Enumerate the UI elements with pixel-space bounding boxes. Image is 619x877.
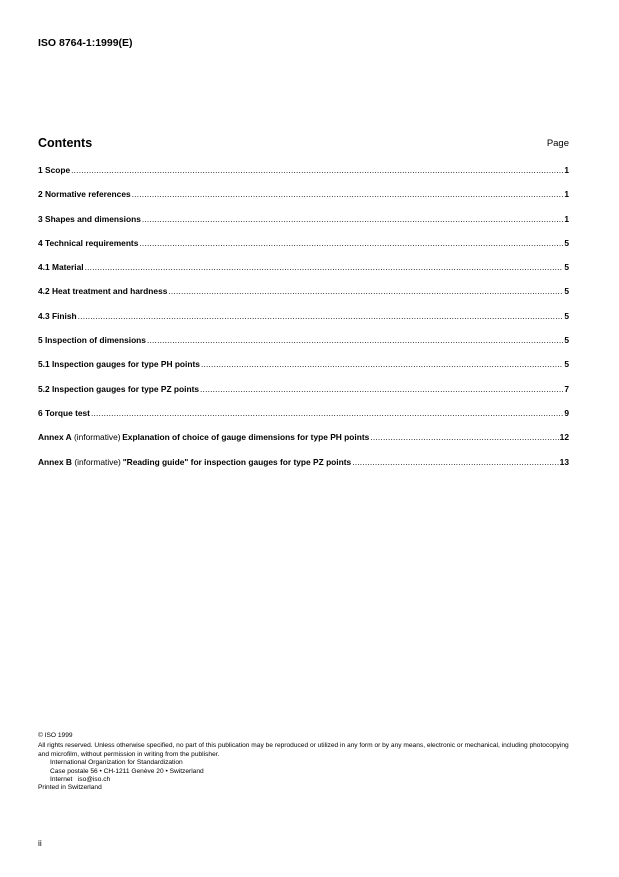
- toc-entry-title: "Reading guide" for inspection gauges for type PZ points: [122, 456, 352, 467]
- page-number: ii: [38, 838, 42, 848]
- toc-entry-technical-requirements[interactable]: [38, 238, 569, 262]
- dot-leader: [85, 262, 564, 272]
- toc-entry-shapes-and-dimensions[interactable]: [38, 214, 569, 238]
- dot-leader: [168, 286, 563, 296]
- toc-entry-title: 4 Technical requirements: [38, 237, 139, 248]
- dot-leader: [352, 457, 558, 467]
- toc-entry-page: 13: [559, 456, 569, 467]
- copyright-line: © ISO 1999: [38, 732, 73, 739]
- toc-entry-page: 5: [564, 310, 569, 321]
- toc-entry-heat-treatment-and-hardness[interactable]: [38, 286, 569, 310]
- dot-leader: [142, 214, 563, 224]
- document-id: ISO 8764-1:1999(E): [38, 37, 133, 49]
- dot-leader: [78, 311, 564, 321]
- toc-entry-title: 4.2 Heat treatment and hardness: [38, 286, 168, 297]
- dot-leader: [132, 189, 564, 199]
- toc-entry-page: 5: [564, 286, 569, 297]
- organization-address: Case postale 56 • CH-1211 Genève 20 • Switzerland: [50, 767, 204, 775]
- toc-entry-annex-b[interactable]: [38, 457, 569, 481]
- internet-contact: [38, 776, 578, 784]
- toc-entry-page: 1: [564, 189, 569, 200]
- annex-prefix: Annex B: [38, 456, 72, 467]
- toc-entry-title: 1 Scope: [38, 165, 71, 175]
- toc-entry-page: 1: [564, 213, 569, 224]
- toc-entry-title: 4.1 Material: [38, 262, 84, 273]
- internet-label: Internet: [50, 776, 73, 784]
- dot-leader: [91, 408, 563, 418]
- toc-entry-normative-references[interactable]: [38, 189, 569, 213]
- toc-entry-page: 5: [564, 262, 569, 273]
- copyright-footer: [38, 732, 578, 793]
- toc-entry-title: 4.3 Finish: [38, 310, 77, 321]
- toc-entry-title: 5 Inspection of dimensions: [38, 335, 146, 346]
- dot-leader: [71, 165, 563, 175]
- dot-leader: [201, 359, 563, 369]
- toc-entry-page: 5: [564, 359, 569, 370]
- toc-entry-pz-inspection-gauges[interactable]: [38, 384, 569, 408]
- toc-entry-title: 3 Shapes and dimensions: [38, 213, 141, 224]
- annex-note: (informative): [74, 456, 121, 467]
- toc-entry-material[interactable]: [38, 262, 569, 286]
- annex-prefix: Annex A: [38, 432, 72, 443]
- toc-entry-page: 5: [564, 335, 569, 346]
- printed-location: Printed in Switzerland: [38, 784, 102, 792]
- table-of-contents: [38, 165, 569, 481]
- toc-entry-title: 2 Normative references: [38, 189, 131, 200]
- toc-entry-title: 5.1 Inspection gauges for type PH points: [38, 359, 200, 370]
- toc-entry-ph-inspection-gauges[interactable]: [38, 359, 569, 383]
- toc-entry-finish[interactable]: [38, 311, 569, 335]
- toc-entry-page: 1: [564, 165, 569, 175]
- organization-name: International Organization for Standardization: [50, 759, 183, 767]
- internet-email-link[interactable]: iso@iso.ch: [77, 776, 111, 784]
- toc-entry-page: 9: [564, 407, 569, 418]
- dot-leader: [139, 238, 563, 248]
- annex-note: (informative): [74, 432, 121, 443]
- dot-leader: [147, 335, 563, 345]
- toc-entry-title: 5.2 Inspection gauges for type PZ points: [38, 383, 200, 394]
- toc-entry-title: 6 Torque test: [38, 407, 90, 418]
- contents-heading: Contents: [38, 136, 93, 150]
- toc-entry-annex-a[interactable]: [38, 432, 569, 456]
- toc-entry-inspection-of-dimensions[interactable]: [38, 335, 569, 359]
- rights-statement: All rights reserved. Unless otherwise specified, no part of this publication may be reproduced or utilized in any form or by any means, electronic or mechanical, including photocopying and microfilm, without permission in writing from the publisher.: [38, 742, 569, 758]
- toc-entry-torque-test[interactable]: [38, 408, 569, 432]
- toc-entry-title: Explanation of choice of gauge dimensions for type PH points: [122, 432, 370, 443]
- page-column-label: Page: [546, 138, 569, 149]
- toc-entry-page: 5: [564, 237, 569, 248]
- toc-entry-page: 7: [564, 383, 569, 394]
- dot-leader: [200, 384, 563, 394]
- toc-entry-scope[interactable]: [38, 165, 569, 189]
- toc-entry-page: 12: [559, 432, 569, 443]
- dot-leader: [370, 432, 558, 442]
